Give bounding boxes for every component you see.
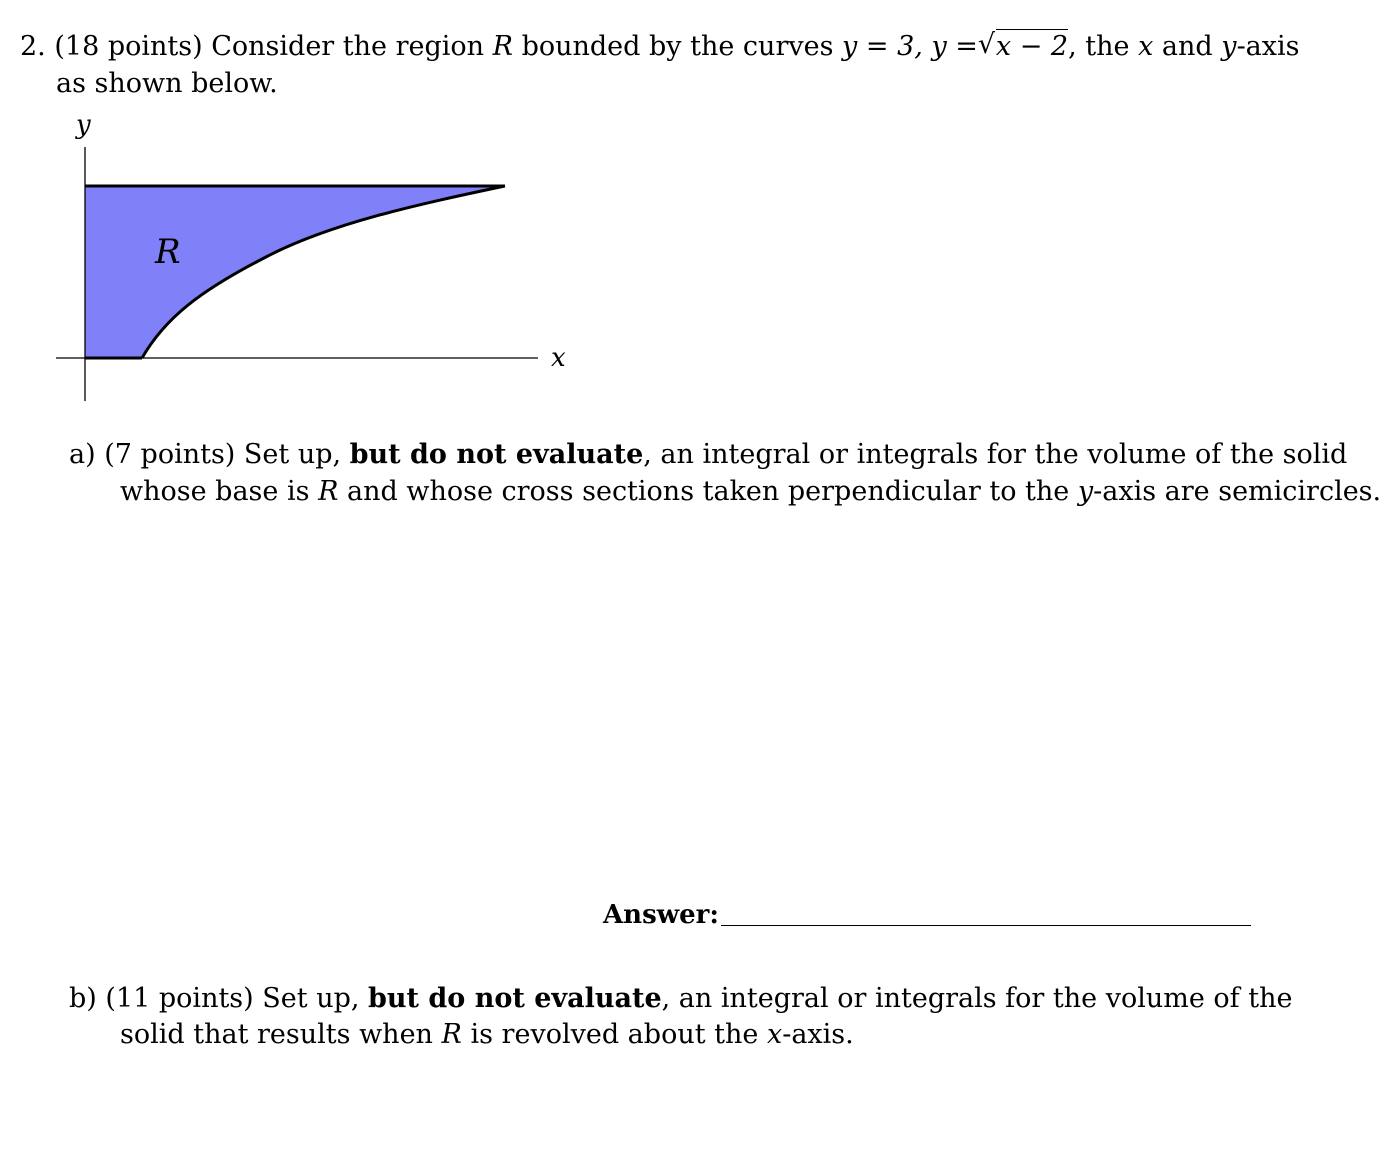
part-b-line-1-rest: , an integral or integrals for the volume of the — [661, 983, 1293, 1014]
part-a-points: (7 points) Set up, — [104, 439, 342, 470]
region-label: R — [155, 232, 181, 272]
and-text: and — [1161, 31, 1213, 62]
problem-points: (18 points) — [54, 31, 203, 62]
region-graph — [40, 100, 600, 410]
problem-text-line-2: as shown below. — [56, 68, 278, 99]
answer-row — [603, 900, 1251, 930]
y-axis-label: y — [76, 110, 91, 140]
part-a-y-variable: y — [1077, 476, 1094, 507]
part-a-line-1 — [69, 441, 1347, 468]
part-b-x-variable: x — [766, 1019, 783, 1050]
problem-statement-line-1 — [20, 29, 1300, 62]
part-b-line-2-b: is revolved about the — [470, 1019, 759, 1050]
curve-2-lhs: y = — [931, 31, 978, 62]
answer-blank-line[interactable] — [721, 925, 1251, 926]
answer-label: Answer: — [603, 900, 719, 930]
part-a-line-2-c: -axis are semicircles. — [1093, 476, 1381, 507]
problem-text-intro-b: bounded by the curves — [521, 31, 834, 62]
axis-suffix: -axis — [1236, 31, 1300, 62]
part-b-line-2 — [120, 1021, 854, 1048]
problem-text-intro-a: Consider the region — [211, 31, 485, 62]
sqrt-icon: √ — [977, 29, 996, 60]
x-variable: x — [1138, 31, 1154, 62]
part-a-bold: but do not evaluate — [349, 439, 644, 470]
sqrt-expression — [977, 29, 1069, 62]
part-b-region-symbol: R — [441, 1019, 462, 1050]
part-a-line-2 — [120, 478, 1381, 505]
problem-statement-line-2 — [56, 70, 278, 97]
part-a-line-1-rest: , an integral or integrals for the volume of the solid — [643, 439, 1348, 470]
sqrt-radicand: x − 2 — [995, 31, 1069, 62]
part-b-label: b) — [69, 983, 97, 1014]
part-b-line-2-a: solid that results when — [120, 1019, 433, 1050]
part-b-line-1 — [69, 985, 1292, 1012]
part-b-line-2-c: -axis. — [782, 1019, 854, 1050]
problem-text-intro-c: , the — [1068, 31, 1130, 62]
x-axis-label: x — [551, 343, 566, 373]
problem-number: 2. — [20, 31, 46, 62]
region-r-fill — [85, 186, 505, 358]
part-a-line-2-b: and whose cross sections taken perpendicular to the — [347, 476, 1070, 507]
region-symbol: R — [492, 31, 513, 62]
part-a-label: a) — [69, 439, 96, 470]
y-variable: y — [1221, 31, 1237, 62]
part-b-points: (11 points) Set up, — [105, 983, 360, 1014]
part-a-line-2-a: whose base is — [120, 476, 310, 507]
curve-1: y = 3, — [842, 31, 923, 62]
part-b-bold: but do not evaluate — [368, 983, 662, 1014]
part-a-region-symbol: R — [318, 476, 339, 507]
